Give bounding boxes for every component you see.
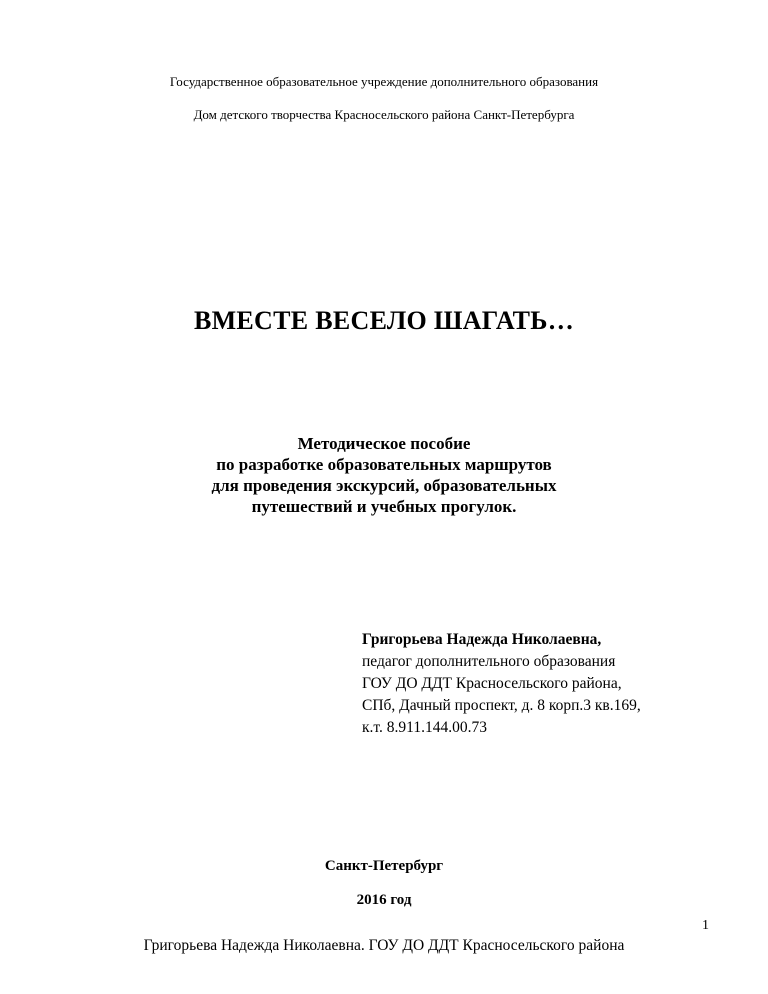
author-position: педагог дополнительного образования (362, 653, 616, 670)
organization-line-1: Государственное образовательное учреждение дополнительного образования (169, 74, 599, 89)
author-phone: к.т. 8.911.144.00.73 (362, 719, 487, 736)
publication-year: 2016 год (356, 892, 412, 908)
author-name: Григорьева Надежда Николаевна, (362, 631, 602, 648)
document-title: ВМЕСТЕ ВЕСЕЛО ШАГАТЬ… (193, 306, 575, 335)
subtitle-line-2: по разработке образовательных маршрутов (216, 455, 552, 474)
subtitle-line-4: путешествий и учебных прогулок. (251, 497, 517, 516)
author-organization: ГОУ ДО ДДТ Красносельского района, (362, 675, 622, 692)
page-footer: Григорьева Надежда Николаевна. ГОУ ДО ДДТ Красносельского района (143, 937, 625, 954)
author-address: СПб, Дачный проспект, д. 8 корп.3 кв.169, (362, 697, 641, 714)
page-number: 1 (702, 918, 709, 933)
subtitle-line-1: Методическое пособие (297, 434, 471, 453)
organization-line-2: Дом детского творчества Красносельского района Санкт-Петербурга (193, 107, 575, 122)
publication-place: Санкт-Петербург (324, 858, 444, 874)
subtitle-line-3: для проведения экскурсий, образовательных (211, 476, 557, 495)
